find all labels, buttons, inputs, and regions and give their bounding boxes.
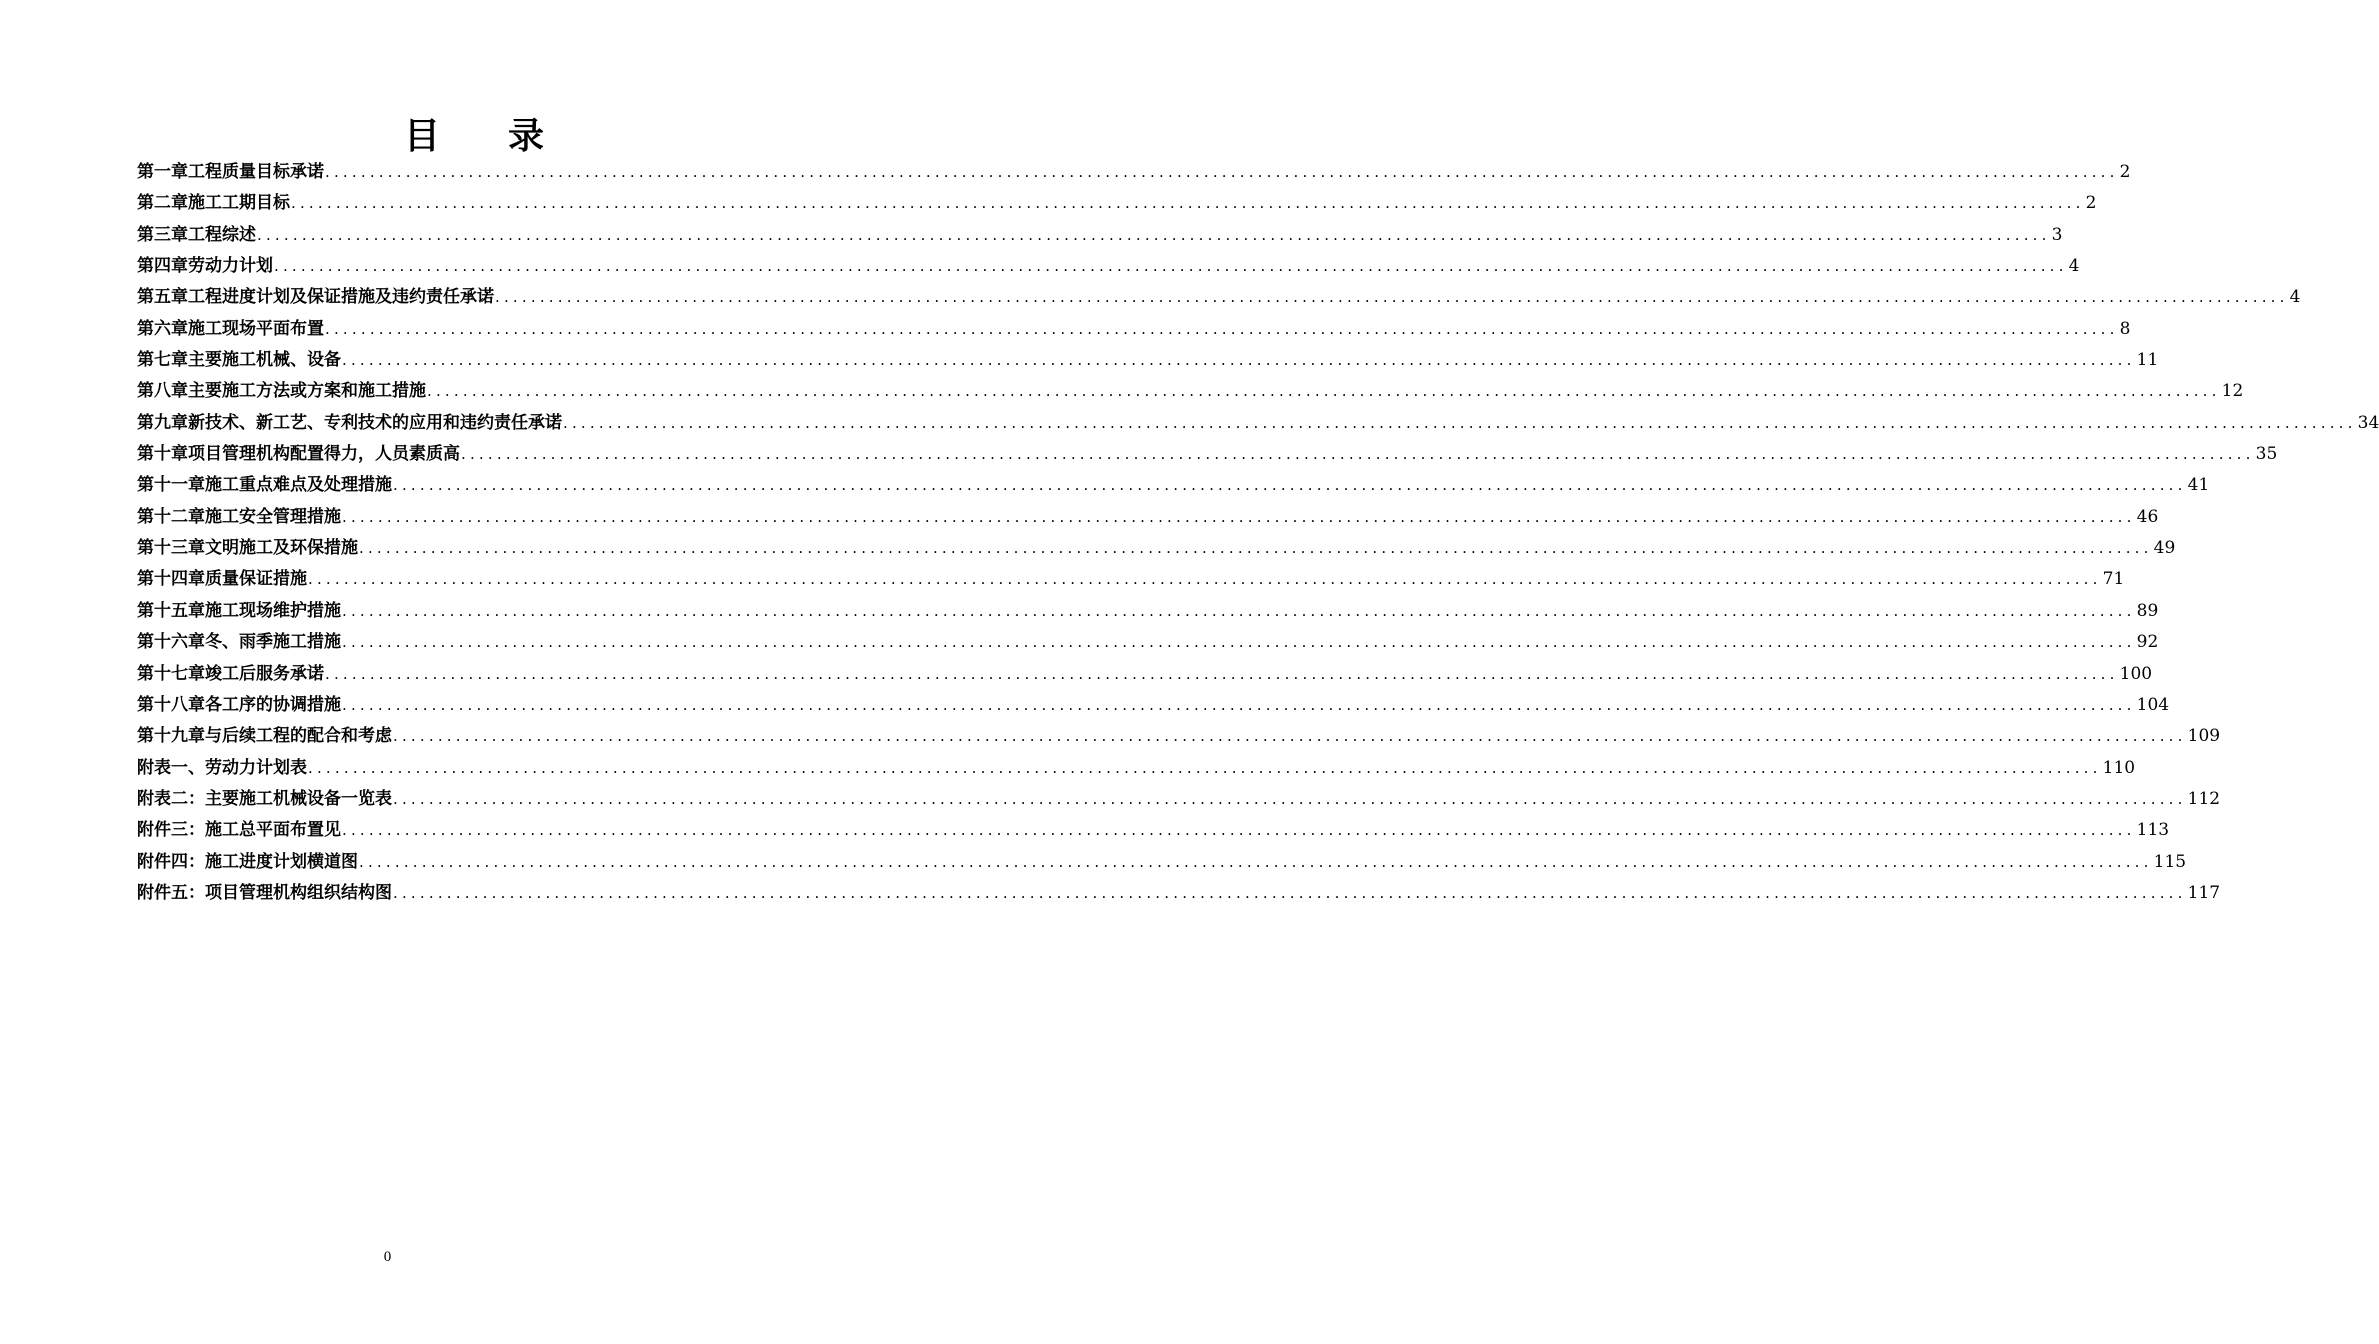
toc-entry-title: 施工现场维护措施 bbox=[205, 600, 341, 621]
toc-chapter-label: 第十五章 bbox=[137, 600, 205, 621]
toc-title-left: 目 bbox=[403, 115, 442, 157]
toc-leader-dots: ........................................................................................................................................................................................................ bbox=[461, 445, 2255, 464]
toc-entry[interactable] bbox=[137, 753, 2136, 784]
toc-page-number: 104 bbox=[2136, 694, 2170, 715]
toc-page-number: 115 bbox=[2153, 851, 2187, 872]
toc-leader-dots: ........................................................................................................................................................................................................ bbox=[342, 351, 2136, 370]
toc-chapter-label: 第十八章 bbox=[137, 694, 205, 715]
toc-entry[interactable] bbox=[137, 690, 2170, 721]
toc-chapter-label: 第九章 bbox=[137, 412, 188, 433]
toc-chapter-label: 附件五： bbox=[137, 882, 205, 903]
toc-entry[interactable] bbox=[137, 721, 2221, 752]
toc-page-number: 41 bbox=[2187, 475, 2210, 496]
toc-leader-dots: ........................................................................................................................................................................................................ bbox=[495, 288, 2289, 307]
toc-entry[interactable] bbox=[137, 470, 2210, 501]
toc-entry[interactable] bbox=[137, 784, 2221, 815]
toc-leader-dots: ........................................................................................................................................................................................................ bbox=[325, 319, 2119, 338]
toc-page-number: 8 bbox=[2119, 318, 2131, 339]
toc-chapter-label: 附表一、 bbox=[137, 757, 205, 778]
toc-page-number: 34 bbox=[2357, 412, 2379, 433]
toc-page-number: 92 bbox=[2136, 632, 2159, 653]
toc-page-number: 2 bbox=[2119, 162, 2131, 182]
toc-entry[interactable] bbox=[137, 815, 2170, 846]
toc-entry[interactable] bbox=[137, 188, 2097, 219]
toc-leader-dots: ........................................................................................................................................................................................................ bbox=[427, 382, 2221, 401]
toc-chapter-label: 第五章 bbox=[137, 287, 188, 308]
toc-chapter-label: 附件四： bbox=[137, 851, 205, 872]
toc-page-number: 49 bbox=[2153, 538, 2176, 559]
toc-chapter-label: 第二章 bbox=[137, 193, 188, 214]
toc-page-number: 4 bbox=[2068, 256, 2080, 277]
toc-entry-title: 质量保证措施 bbox=[205, 569, 307, 590]
toc-chapter-label: 第十三章 bbox=[137, 538, 205, 559]
toc-entry[interactable] bbox=[137, 439, 2278, 470]
toc-page-number: 109 bbox=[2187, 726, 2221, 747]
toc-entry-title: 新技术、新工艺、专利技术的应用和违约责任承诺 bbox=[188, 412, 562, 433]
toc-chapter-label: 第三章 bbox=[137, 224, 188, 245]
toc-chapter-label: 第八章 bbox=[137, 381, 188, 402]
toc-entry-title: 竣工后服务承诺 bbox=[205, 663, 324, 684]
toc-chapter-label: 第十七章 bbox=[137, 663, 205, 684]
toc-leader-dots: ........................................................................................................................................................................................................ bbox=[325, 664, 2119, 683]
toc-entry[interactable] bbox=[137, 847, 2187, 878]
toc-page-number: 113 bbox=[2136, 820, 2170, 841]
toc-entry-title: 工程综述 bbox=[188, 224, 256, 245]
toc-page-number: 46 bbox=[2136, 506, 2159, 527]
toc-entry[interactable] bbox=[137, 878, 2221, 909]
toc-entry[interactable] bbox=[137, 157, 2131, 188]
toc-leader-dots: ........................................................................................................................................................................................................ bbox=[563, 413, 2357, 432]
toc-entry-title: 施工工期目标 bbox=[188, 193, 290, 214]
toc-page-number: 3 bbox=[2051, 224, 2063, 245]
toc-leader-dots: ........................................................................................................................................................................................................ bbox=[325, 163, 2119, 181]
toc-entry-title: 施工现场平面布置 bbox=[188, 318, 324, 339]
toc-entry[interactable] bbox=[137, 502, 2159, 533]
toc-chapter-label: 第十九章 bbox=[137, 726, 205, 747]
toc-leader-dots: ........................................................................................................................................................................................................ bbox=[257, 225, 2051, 244]
toc-chapter-label: 第七章 bbox=[137, 350, 188, 371]
toc-leader-dots: ........................................................................................................................................................................................................ bbox=[291, 194, 2085, 213]
toc-entry[interactable] bbox=[137, 408, 2379, 439]
toc-leader-dots: ........................................................................................................................................................................................................ bbox=[308, 758, 2102, 777]
toc-page-number: 112 bbox=[2187, 788, 2221, 809]
toc-entry[interactable] bbox=[137, 251, 2080, 282]
toc-entry-title: 主要施工方法或方案和施工措施 bbox=[188, 381, 426, 402]
toc-page-number: 110 bbox=[2102, 757, 2136, 778]
toc-entry-title: 施工进度计划横道图 bbox=[205, 851, 358, 872]
toc-page-number: 100 bbox=[2119, 663, 2153, 684]
toc-entry-title: 施工重点难点及处理措施 bbox=[205, 475, 392, 496]
toc-entry-title: 主要施工机械、设备 bbox=[188, 350, 341, 371]
toc-entry-title: 各工序的协调措施 bbox=[205, 694, 341, 715]
toc-entry-title: 劳动力计划 bbox=[188, 256, 273, 277]
toc-entry-title: 冬、雨季施工措施 bbox=[205, 632, 341, 653]
toc-chapter-label: 第十一章 bbox=[137, 475, 205, 496]
toc-leader-dots: ........................................................................................................................................................................................................ bbox=[359, 852, 2153, 871]
toc-leader-dots: ........................................................................................................................................................................................................ bbox=[308, 570, 2102, 589]
toc-entry-title: 工程进度计划及保证措施及违约责任承诺 bbox=[188, 287, 494, 308]
toc-chapter-label: 第十章 bbox=[137, 444, 188, 465]
toc-entry-title: 劳动力计划表 bbox=[205, 757, 307, 778]
toc-page-number: 89 bbox=[2136, 600, 2159, 621]
toc-entry-title: 施工总平面布置见 bbox=[205, 820, 341, 841]
toc-chapter-label: 附件三： bbox=[137, 820, 205, 841]
toc-entry[interactable] bbox=[137, 220, 2063, 251]
toc-leader-dots: ........................................................................................................................................................................................................ bbox=[342, 507, 2136, 526]
toc-title-right: 录 bbox=[508, 115, 547, 157]
toc-title bbox=[0, 108, 950, 159]
toc-entry-title: 项目管理机构组织结构图 bbox=[205, 882, 392, 903]
page-number: 0 bbox=[383, 1249, 392, 1265]
toc-chapter-label: 第四章 bbox=[137, 256, 188, 277]
toc-page-number: 11 bbox=[2136, 350, 2159, 371]
toc-leader-dots: ........................................................................................................................................................................................................ bbox=[393, 476, 2187, 495]
toc-entry[interactable] bbox=[137, 282, 2301, 313]
toc-page-number: 2 bbox=[2085, 193, 2097, 214]
toc-page-number: 117 bbox=[2187, 882, 2221, 903]
toc-leader-dots: ........................................................................................................................................................................................................ bbox=[274, 257, 2068, 276]
toc-chapter-label: 附表二： bbox=[137, 788, 205, 809]
toc-chapter-label: 第一章 bbox=[137, 162, 188, 182]
toc-page-number: 71 bbox=[2102, 569, 2125, 590]
toc-entry[interactable] bbox=[137, 659, 2153, 690]
toc-chapter-label: 第十六章 bbox=[137, 632, 205, 653]
toc-leader-dots: ........................................................................................................................................................................................................ bbox=[342, 601, 2136, 620]
toc-leader-dots: ........................................................................................................................................................................................................ bbox=[393, 883, 2187, 902]
toc-entry-title: 主要施工机械设备一览表 bbox=[205, 788, 392, 809]
table-of-contents bbox=[137, 157, 2379, 909]
toc-entry[interactable] bbox=[137, 596, 2159, 627]
toc-entry[interactable] bbox=[137, 345, 2159, 376]
toc-entry[interactable] bbox=[137, 564, 2125, 595]
toc-leader-dots: ........................................................................................................................................................................................................ bbox=[342, 695, 2136, 714]
toc-entry-title: 工程质量目标承诺 bbox=[188, 162, 324, 182]
toc-leader-dots: ........................................................................................................................................................................................................ bbox=[342, 633, 2136, 652]
toc-chapter-label: 第六章 bbox=[137, 318, 188, 339]
toc-page-number: 4 bbox=[2289, 287, 2301, 308]
toc-leader-dots: ........................................................................................................................................................................................................ bbox=[342, 821, 2136, 840]
toc-page-number: 35 bbox=[2255, 444, 2278, 465]
toc-entry[interactable] bbox=[137, 533, 2176, 564]
toc-leader-dots: ........................................................................................................................................................................................................ bbox=[393, 727, 2187, 746]
toc-entry-title: 文明施工及环保措施 bbox=[205, 538, 358, 559]
toc-entry[interactable] bbox=[137, 314, 2131, 345]
toc-entry-title: 项目管理机构配置得力，人员素质高 bbox=[188, 444, 460, 465]
toc-entry-title: 与后续工程的配合和考虑 bbox=[205, 726, 392, 747]
toc-chapter-label: 第十二章 bbox=[137, 506, 205, 527]
toc-entry[interactable] bbox=[137, 376, 2244, 407]
toc-page-number: 12 bbox=[2221, 381, 2244, 402]
toc-chapter-label: 第十四章 bbox=[137, 569, 205, 590]
toc-entry-title: 施工安全管理措施 bbox=[205, 506, 341, 527]
toc-entry[interactable] bbox=[137, 627, 2159, 658]
toc-leader-dots: ........................................................................................................................................................................................................ bbox=[393, 789, 2187, 808]
toc-leader-dots: ........................................................................................................................................................................................................ bbox=[359, 539, 2153, 558]
